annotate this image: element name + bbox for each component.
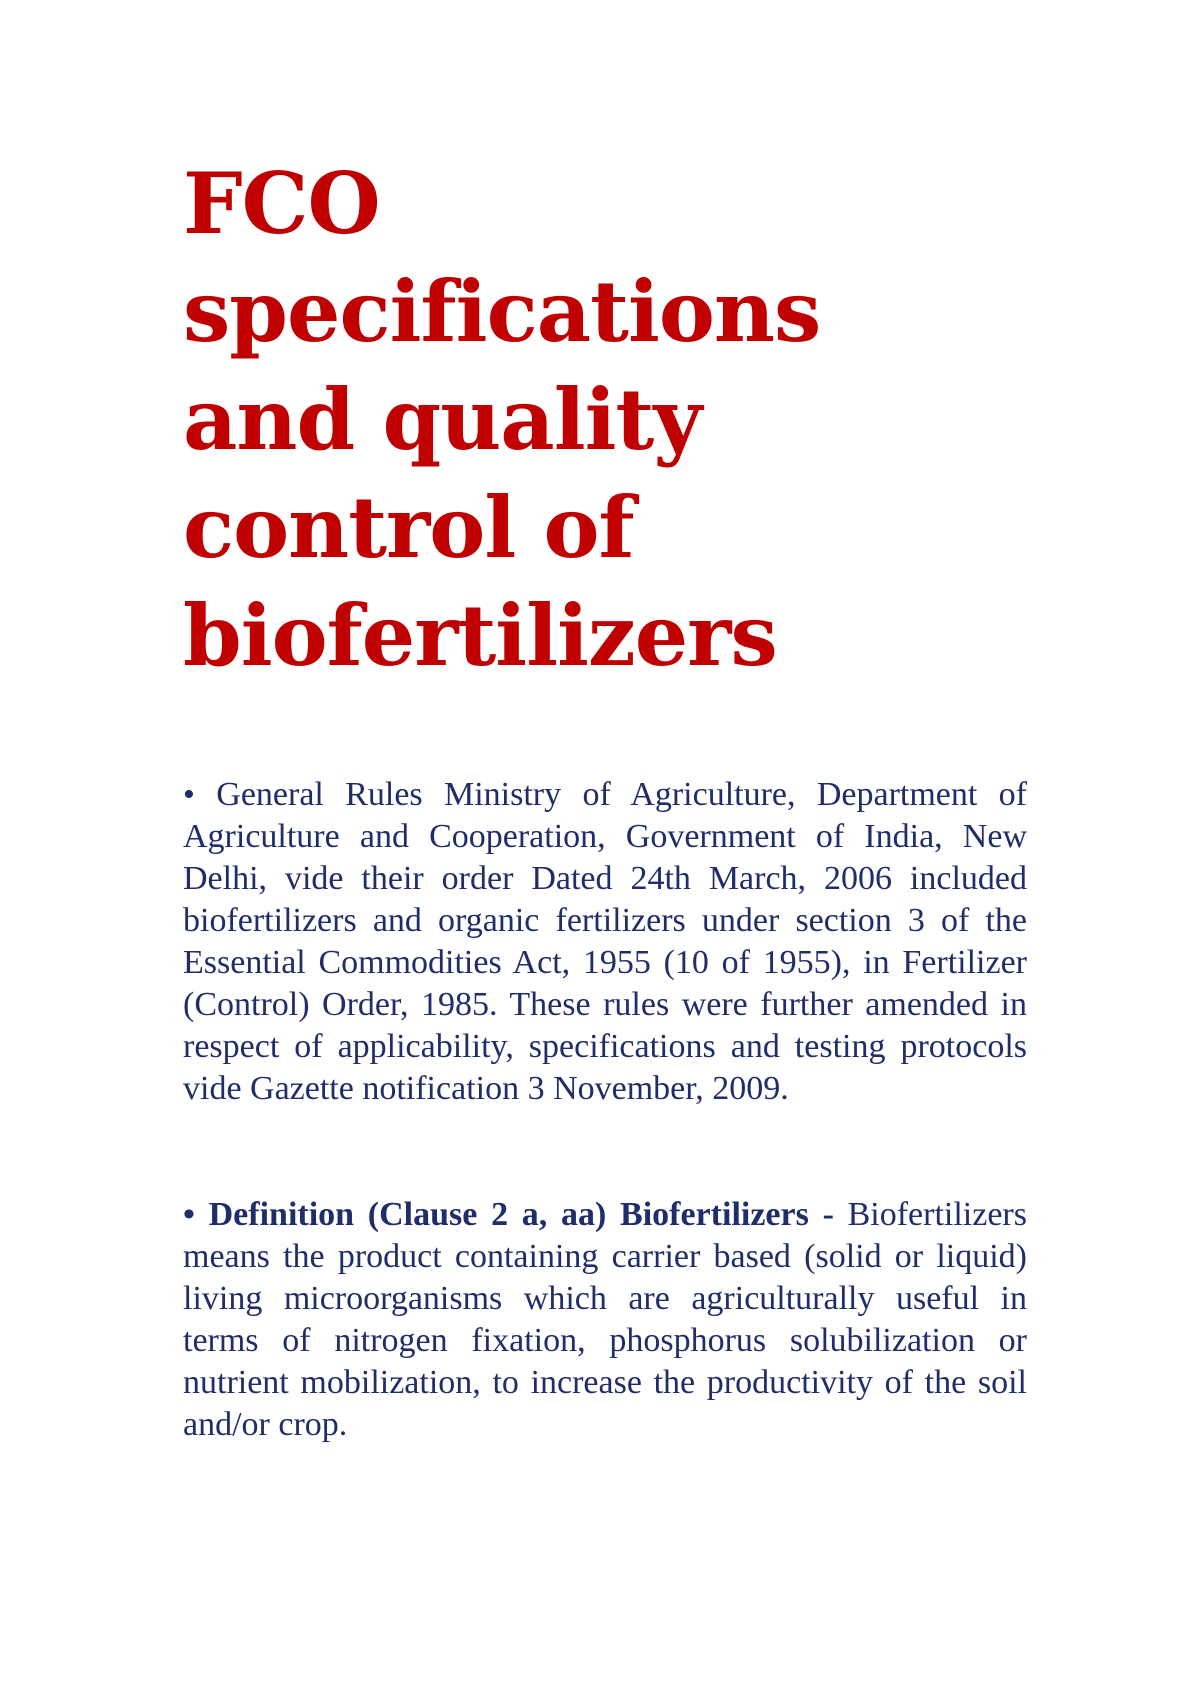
definition-paragraph	[183, 1194, 1027, 1446]
bullet: •	[183, 776, 195, 813]
general-rules-text: General Rules Ministry of Agriculture, Department of Agriculture and Cooperation, Government of India, New Delhi, vide their order Dated 24th March, 2006 included biofertilizers and organic fertilizers under section 3 of the Essential Commodities Act, 1955 (10 of 1955), in Fertilizer (Control) Order, 1985. These rules were further amended in respect of applicability, specifications and testing protocols vide Gazette notification 3 November, 2009.	[183, 776, 1028, 1107]
page-title	[183, 150, 943, 690]
definition-text: Biofertilizers means the product containing carrier based (solid or liquid) living microorganisms which are agriculturally useful in terms of nitrogen fixation, phosphorus solubilization or nutrient mobilization, to increase the productivity of the soil and/or crop.	[183, 1196, 1027, 1443]
bullet: •	[183, 1196, 195, 1233]
title-line: specifications	[183, 262, 821, 361]
title-line: biofertilizers	[183, 586, 777, 685]
title-line: FCO	[183, 154, 380, 253]
title-line: and quality	[183, 370, 702, 469]
definition-dash: -	[822, 1196, 834, 1233]
general-rules-paragraph	[183, 774, 1027, 1110]
title-line: control of	[183, 478, 634, 577]
definition-heading: Definition (Clause 2 a, aa) Biofertilizers	[208, 1196, 809, 1233]
